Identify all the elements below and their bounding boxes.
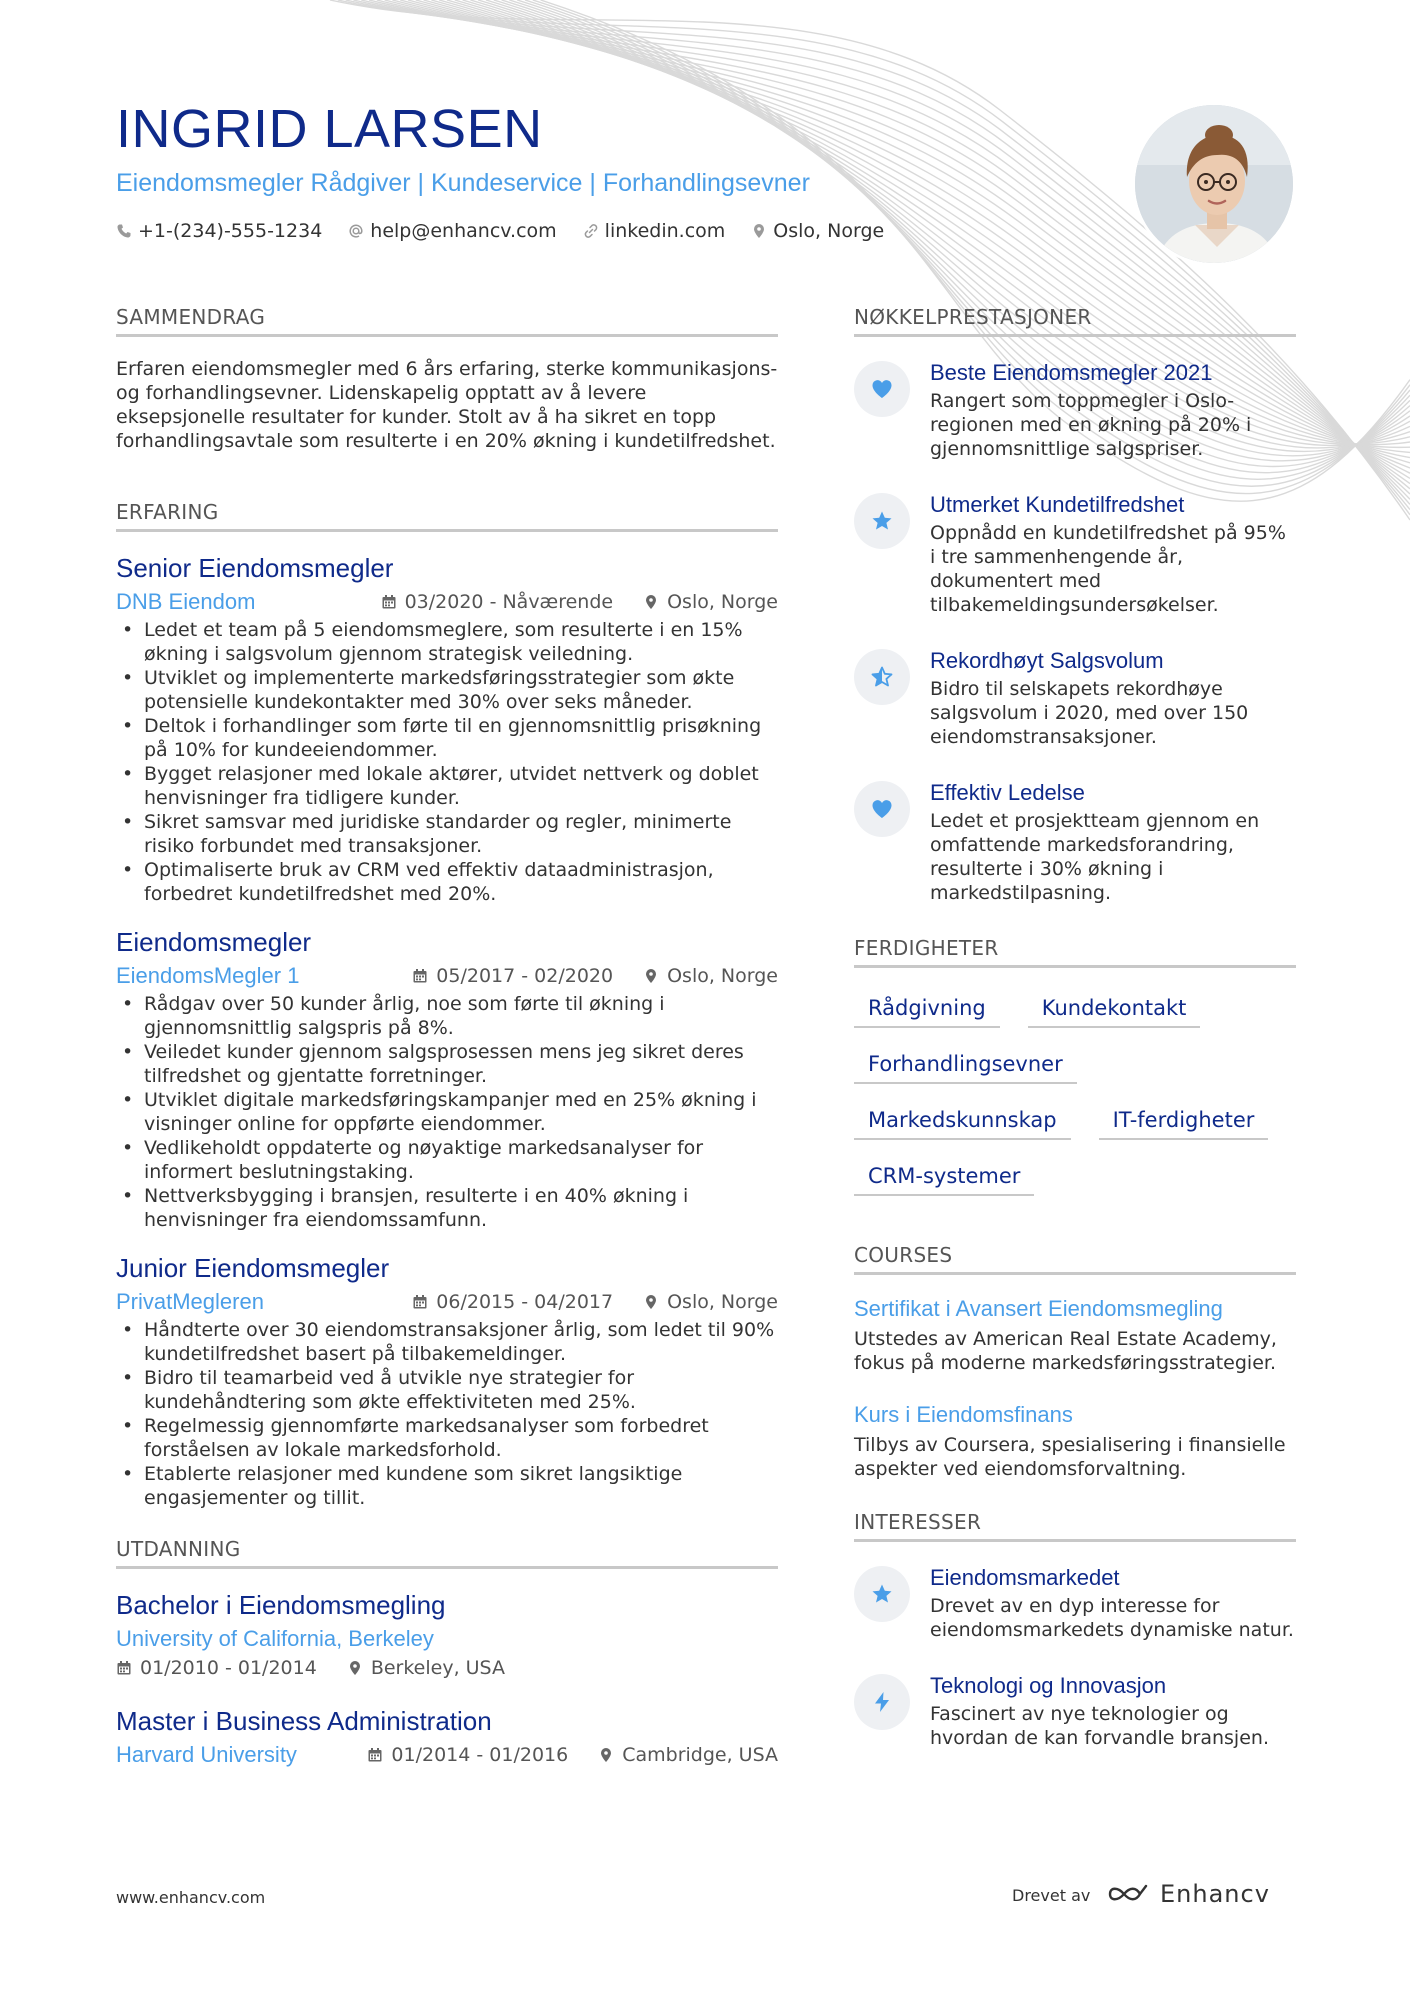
location-text: Cambridge, USA <box>622 1744 778 1766</box>
job-bullets <box>116 618 778 906</box>
company-name: DNB Eiendom <box>116 589 256 614</box>
job-bullet: • Optimaliserte bruk av CRM ved effektiv dataadministrasjon, forbedret kundetilfredshet med 20%. <box>116 858 778 906</box>
profile-photo <box>1132 102 1296 266</box>
candidate-name: INGRID LARSEN <box>116 99 543 159</box>
company-name: PrivatMegleren <box>116 1289 264 1314</box>
school-name: Harvard University <box>116 1742 297 1767</box>
location <box>643 965 778 987</box>
job-bullet: • Håndterte over 30 eiendomstransaksjoner årlig, som ledet til 90% kundetilfredshet basert på tilbakemeldinger. <box>116 1318 778 1366</box>
location-pin-icon <box>643 1294 659 1310</box>
job-title: Senior Eiendomsmegler <box>116 553 394 583</box>
location-text: Oslo, Norge <box>667 965 778 987</box>
skill-tag: CRM-systemer <box>854 1160 1034 1196</box>
job-item <box>116 1252 778 1510</box>
achievement-item <box>854 779 1296 905</box>
skill-tag: Kundekontakt <box>1028 992 1201 1028</box>
achievement-item <box>854 491 1296 617</box>
job-bullet: • Veiledet kunder gjennom salgsprosessen mens jeg sikret deres tilfredshet og gjentatte forretninger. <box>116 1040 778 1088</box>
skill-tag: Rådgivning <box>854 992 1000 1028</box>
achievement-title: Rekordhøyt Salgsvolum <box>930 648 1164 673</box>
section-title: NØKKELPRESTASJONER <box>854 304 1296 337</box>
date-text: 05/2017 - 02/2020 <box>436 965 614 987</box>
star-icon <box>854 1566 910 1622</box>
date-range <box>367 1744 568 1766</box>
phone-icon <box>116 223 132 239</box>
calendar-icon <box>367 1747 383 1763</box>
footer-powered-by: Drevet av <box>1012 1886 1091 1905</box>
location-pin-icon <box>643 594 659 610</box>
job-bullet: • Utviklet og implementerte markedsføringsstrategier som økte potensielle kundekontakter med 30% over seks måneder. <box>116 666 778 714</box>
company-name: EiendomsMegler 1 <box>116 963 300 988</box>
job-bullets <box>116 992 778 1232</box>
job-bullet: • Etablerte relasjoner med kundene som sikret langsiktige engasjementer og tillit. <box>116 1462 778 1510</box>
job-bullet: • Regelmessig gjennomførte markedsanalyser som forbedret forståelsen av lokale markedsforhold. <box>116 1414 778 1462</box>
star-half-icon <box>854 649 910 705</box>
job-bullet: • Utviklet digitale markedsføringskampanjer med en 25% økning i visninger online for oppførte eiendommer. <box>116 1088 778 1136</box>
course-title: Kurs i Eiendomsfinans <box>854 1402 1073 1427</box>
link-icon <box>583 223 599 239</box>
location <box>643 1291 778 1313</box>
date-range <box>381 591 614 613</box>
candidate-tagline: Eiendomsmegler Rådgiver | Kundeservice | Forhandlingsevner <box>116 169 810 198</box>
experience-section <box>116 499 778 1510</box>
interest-title: Teknologi og Innovasjon <box>930 1673 1167 1698</box>
date-text: 03/2020 - Nåværende <box>404 591 614 613</box>
contact-email[interactable] <box>348 220 556 242</box>
course-item <box>854 1401 1296 1481</box>
location-text: Oslo, Norge <box>773 220 885 243</box>
achievement-body <box>930 647 1296 749</box>
skill-tag: Forhandlingsevner <box>854 1048 1077 1084</box>
achievement-title: Effektiv Ledelse <box>930 780 1085 805</box>
date-text: 01/2010 - 01/2014 <box>140 1657 317 1679</box>
job-bullet: • Bygget relasjoner med lokale aktører, utvidet nettverk og doblet henvisninger fra tidligere kunder. <box>116 762 778 810</box>
interest-body <box>930 1564 1296 1642</box>
linkedin-text: linkedin.com <box>604 220 726 243</box>
course-title: Sertifikat i Avansert Eiendomsmegling <box>854 1296 1223 1321</box>
interest-desc: Fascinert av nye teknologier og hvordan de kan forvandle bransjen. <box>930 1703 1269 1749</box>
job-list <box>116 552 778 1510</box>
course-desc: Tilbys av Coursera, spesialisering i finansielle aspekter ved eiendomsforvaltning. <box>854 1434 1286 1480</box>
education-meta <box>116 1657 778 1679</box>
skill-tag: Markedskunnskap <box>854 1104 1071 1140</box>
job-meta <box>116 962 778 990</box>
course-desc: Utstedes av American Real Estate Academy, fokus på moderne markedsføringsstrategier. <box>854 1328 1277 1374</box>
job-bullet: • Vedlikeholdt oppdaterte og nøyaktige markedsanalyser for informert beslutningstaking. <box>116 1136 778 1184</box>
date-text: 06/2015 - 04/2017 <box>436 1291 614 1313</box>
job-meta <box>116 588 778 616</box>
achievement-item <box>854 359 1296 461</box>
bolt-icon <box>854 1674 910 1730</box>
job-bullet: • Nettverksbygging i bransjen, resulterte i en 40% økning i henvisninger fra eiendomssamfunn. <box>116 1184 778 1232</box>
location-pin-icon <box>347 1660 363 1676</box>
degree-title: Bachelor i Eiendomsmegling <box>116 1590 446 1620</box>
achievement-desc: Rangert som toppmegler i Oslo-regionen med en økning på 20% i gjennomsnittlige salgspriser. <box>930 390 1252 460</box>
achievement-desc: Ledet et prosjektteam gjennom en omfattende markedsforandring, resulterte i 30% økning i markedstilpasning. <box>930 810 1260 904</box>
summary-section <box>116 304 778 453</box>
interest-title: Eiendomsmarkedet <box>930 1565 1120 1590</box>
job-meta <box>116 1288 778 1316</box>
interest-list <box>854 1564 1296 1750</box>
brand-name: Enhancv <box>1160 1880 1270 1908</box>
section-title: COURSES <box>854 1242 1296 1275</box>
calendar-icon <box>412 1294 428 1310</box>
date-text: 01/2014 - 01/2016 <box>391 1744 569 1766</box>
job-bullet: • Rådgav over 50 kunder årlig, noe som førte til økning i gjennomsnittlig salgspris på 8%. <box>116 992 778 1040</box>
location-pin-icon <box>643 968 659 984</box>
star-icon <box>854 493 910 549</box>
achievement-title: Beste Eiendomsmegler 2021 <box>930 360 1213 385</box>
at-icon <box>348 223 364 239</box>
achievement-body <box>930 491 1296 617</box>
calendar-icon <box>116 1660 132 1676</box>
brand-logo[interactable] <box>1106 1880 1270 1908</box>
phone-text: +1-(234)-555-1234 <box>138 220 323 243</box>
achievement-title: Utmerket Kundetilfredshet <box>930 492 1185 517</box>
contact-row <box>116 220 1096 242</box>
location <box>347 1657 505 1679</box>
section-title: UTDANNING <box>116 1536 778 1569</box>
job-title: Junior Eiendomsmegler <box>116 1253 390 1283</box>
achievement-item <box>854 647 1296 749</box>
achievements-section <box>854 304 1296 905</box>
footer-site[interactable]: www.enhancv.com <box>116 1888 266 1907</box>
skills-section <box>854 935 1296 1196</box>
section-title: INTERESSER <box>854 1509 1296 1542</box>
education-item <box>116 1705 778 1769</box>
location <box>598 1744 778 1766</box>
resume-header <box>116 100 1096 242</box>
job-bullets <box>116 1318 778 1510</box>
job-bullet: • Deltok i forhandlinger som førte til en gjennomsnittlig prisøkning på 10% for kundeeiendommer. <box>116 714 778 762</box>
location-pin-icon <box>751 223 767 239</box>
date-range <box>412 1291 613 1313</box>
right-column <box>854 304 1296 1780</box>
job-item <box>116 926 778 1232</box>
calendar-icon <box>381 594 397 610</box>
achievement-desc: Bidro til selskapets rekordhøye salgsvolum i 2020, med over 150 eiendomstransaksjoner. <box>930 678 1249 748</box>
heart-icon <box>854 781 910 837</box>
interest-item <box>854 1672 1296 1750</box>
achievement-desc: Oppnådd en kundetilfredshet på 95% i tre sammenhengende år, dokumentert med tilbakemeldingsundersøkelser. <box>930 522 1286 616</box>
enhancv-logo-icon <box>1106 1882 1150 1906</box>
left-column <box>116 304 778 1789</box>
section-title: ERFARING <box>116 499 778 532</box>
contact-linkedin[interactable] <box>583 220 726 242</box>
school-name: University of California, Berkeley <box>116 1626 434 1651</box>
contact-location <box>751 220 884 242</box>
summary-text: Erfaren eiendomsmegler med 6 års erfaring, sterke kommunikasjons- og forhandlingsevner. Lidenskapelig opptatt av å levere eksepsjonelle resultater for kunder. Stolt av å ha sikret en topp forhandlingsavtale som resulterte i en 20% økning i kundetilfredshet. <box>116 358 778 452</box>
skill-list <box>854 988 1296 1196</box>
achievement-body <box>930 359 1296 461</box>
location-text: Oslo, Norge <box>667 591 778 613</box>
course-item <box>854 1295 1296 1375</box>
job-bullet: • Sikret samsvar med juridiske standarder og regler, minimerte risiko forbundet med transaksjoner. <box>116 810 778 858</box>
interest-item <box>854 1564 1296 1642</box>
job-item <box>116 552 778 906</box>
achievement-list <box>854 359 1296 905</box>
job-bullet: • Ledet et team på 5 eiendomsmeglere, som resulterte i en 15% økning i salgsvolum gjennom strategisk veiledning. <box>116 618 778 666</box>
location-pin-icon <box>598 1747 614 1763</box>
achievement-body <box>930 779 1296 905</box>
location <box>643 591 778 613</box>
job-title: Eiendomsmegler <box>116 927 312 957</box>
education-section <box>116 1536 778 1769</box>
heart-icon <box>854 361 910 417</box>
education-meta <box>116 1741 778 1769</box>
skill-tag: IT-ferdigheter <box>1099 1104 1269 1140</box>
footer <box>116 1880 1296 1914</box>
section-title: SAMMENDRAG <box>116 304 778 337</box>
interest-body <box>930 1672 1296 1750</box>
course-list <box>854 1295 1296 1481</box>
date-range <box>412 965 613 987</box>
location-text: Oslo, Norge <box>667 1291 778 1313</box>
section-title: FERDIGHETER <box>854 935 1296 968</box>
contact-phone <box>116 220 322 242</box>
courses-section <box>854 1242 1296 1481</box>
education-item <box>116 1589 778 1679</box>
location-text: Berkeley, USA <box>370 1657 505 1679</box>
job-bullet: • Bidro til teamarbeid ved å utvikle nye strategier for kundehåndtering som økte effektiviteten med 25%. <box>116 1366 778 1414</box>
interest-desc: Drevet av en dyp interesse for eiendomsmarkedets dynamiske natur. <box>930 1595 1294 1641</box>
calendar-icon <box>412 968 428 984</box>
degree-title: Master i Business Administration <box>116 1706 492 1736</box>
email-text: help@enhancv.com <box>370 220 557 243</box>
date-range <box>116 1657 317 1679</box>
interests-section <box>854 1509 1296 1750</box>
